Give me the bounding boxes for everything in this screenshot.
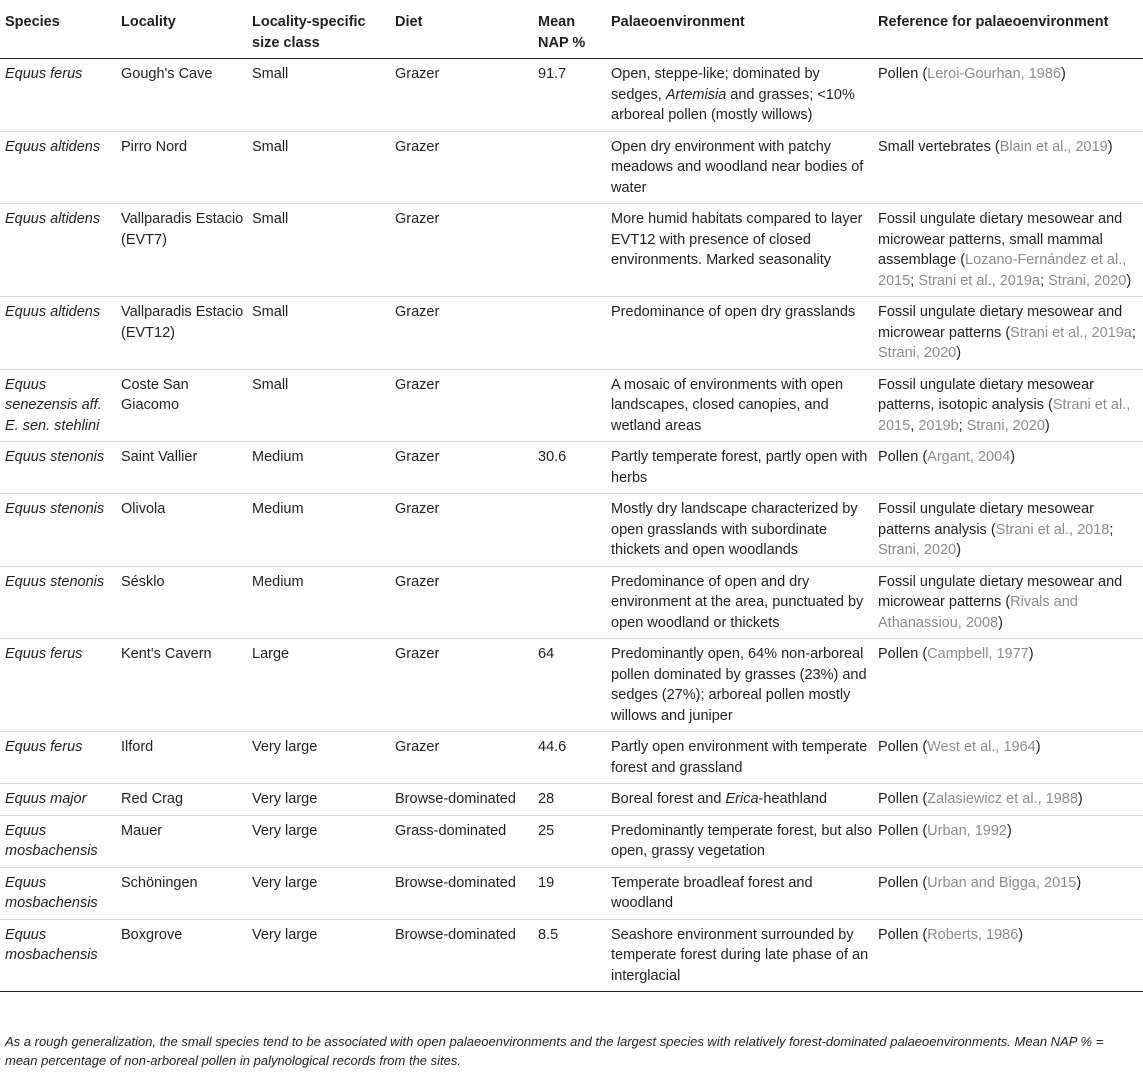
cell-locality: Olivola: [121, 501, 166, 517]
text-segment: Fossil ungulate dietary mesowear patterns analysis (: [878, 501, 1094, 538]
cell-palaeoenvironment: [606, 369, 873, 442]
text-segment: ): [1061, 66, 1066, 82]
text-segment: ): [1107, 138, 1113, 155]
cell-species: Equus ferus: [5, 66, 83, 82]
citation-link[interactable]: Roberts, 1986: [927, 926, 1019, 943]
text-segment: ): [1077, 791, 1083, 807]
text-segment: ;: [910, 272, 919, 289]
cell-mean-nap: [533, 494, 606, 567]
cell-size-class: Small: [252, 304, 289, 320]
cell-reference: [873, 919, 1143, 992]
header-diet: Diet: [395, 14, 423, 30]
cell-diet: Grazer: [395, 376, 440, 393]
citation-link[interactable]: Blain et al., 2019: [999, 138, 1108, 155]
text-segment: Predominantly temperate forest, but also open, grassy vegetation: [611, 822, 873, 859]
cell-reference: [873, 369, 1143, 442]
text-segment: ;: [1131, 324, 1136, 341]
cell-mean-nap: [533, 369, 606, 442]
cell-size-class: Very large: [252, 926, 318, 943]
cell-reference: [873, 131, 1143, 204]
table-row: [0, 59, 1143, 132]
cell-palaeoenvironment: [606, 204, 873, 297]
citation-link[interactable]: Strani et al., 2019a: [1010, 324, 1132, 341]
citation-link[interactable]: West et al., 1964: [927, 739, 1036, 755]
text-segment: ): [956, 542, 962, 558]
text-segment: Small vertebrates (: [878, 138, 1000, 155]
cell-mean-nap: 44.6: [538, 739, 567, 755]
italic-term: Artemisia: [665, 86, 727, 103]
header-palaeoenvironment: Palaeoenvironment: [611, 14, 745, 30]
text-segment: Fossil ungulate dietary mesowear and microwear patterns, small mammal assemblage (: [878, 211, 1123, 268]
cell-reference: [873, 732, 1143, 784]
cell-mean-nap: 25: [538, 822, 555, 839]
text-segment: Mostly dry landscape characterized by open grasslands with subordinate thickets and open woodlands: [611, 501, 858, 558]
text-segment: Predominance of open and dry environment at the area, punctuated by open woodland or thickets: [611, 573, 864, 631]
citation-link[interactable]: Strani, 2020: [878, 542, 957, 558]
cell-locality: Vallparadis Estacio (EVT7): [121, 211, 244, 248]
cell-reference: [873, 494, 1143, 567]
cell-size-class: Very large: [252, 822, 318, 839]
text-segment: ): [1126, 272, 1132, 289]
text-segment: Predominance of open dry grasslands: [611, 304, 856, 320]
table-row: [0, 732, 1143, 784]
text-segment: ): [1076, 874, 1082, 891]
cell-size-class: Small: [252, 138, 289, 155]
cell-size-class: Small: [252, 376, 289, 393]
text-segment: Open dry environment with patchy meadows and woodland near bodies of water: [611, 138, 864, 196]
cell-locality: Schöningen: [121, 874, 198, 891]
cell-mean-nap: [533, 297, 606, 370]
text-segment: ;: [1040, 272, 1049, 289]
text-segment: Fossil ungulate dietary mesowear and microwear patterns (: [878, 573, 1123, 610]
cell-species: Equus ferus: [5, 739, 83, 755]
citation-link[interactable]: Urban and Bigga, 2015: [927, 874, 1077, 891]
cell-palaeoenvironment: [606, 815, 873, 867]
citation-link[interactable]: Strani et al., 2015: [878, 397, 1131, 434]
cell-locality: Pirro Nord: [121, 138, 188, 155]
cell-mean-nap: [533, 204, 606, 297]
text-segment: and grasses; <10% arboreal pollen (mostly willows): [611, 86, 855, 123]
cell-species: Equus altidens: [5, 138, 101, 155]
cell-species: Equus stenonis: [5, 449, 105, 465]
italic-term: Erica: [725, 791, 759, 807]
cell-species: Equus mosbachensis: [5, 926, 98, 963]
text-segment: ): [998, 614, 1003, 631]
citation-link[interactable]: Rivals and Athanassiou, 2008: [878, 594, 1078, 631]
cell-reference: [873, 297, 1143, 370]
cell-mean-nap: 19: [538, 874, 555, 891]
text-segment: ): [1018, 926, 1024, 943]
cell-locality: Vallparadis Estacio (EVT12): [121, 304, 244, 341]
cell-size-class: Medium: [252, 449, 304, 465]
text-segment: ): [1006, 822, 1012, 839]
cell-size-class: Very large: [252, 874, 318, 891]
table-header: [0, 8, 1143, 59]
text-segment: ): [1035, 739, 1041, 755]
cell-diet: Browse-dominated: [395, 874, 516, 891]
cell-reference: [873, 204, 1143, 297]
text-segment: -heathland: [758, 791, 828, 807]
cell-reference: [873, 815, 1143, 867]
cell-diet: Browse-dominated: [395, 926, 516, 943]
citation-link[interactable]: Campbell, 1977: [927, 646, 1029, 662]
header-mean-nap: Mean NAP %: [538, 14, 586, 51]
cell-species: Equus altidens: [5, 304, 101, 320]
table-row: [0, 131, 1143, 204]
table-row: [0, 919, 1143, 992]
cell-diet: Grazer: [395, 739, 440, 755]
cell-palaeoenvironment: [606, 494, 873, 567]
cell-mean-nap: 64: [538, 646, 555, 662]
cell-mean-nap: 28: [538, 791, 555, 807]
header-size-class: Locality-specific size class: [252, 14, 366, 51]
cell-reference: [873, 442, 1143, 494]
table-row: [0, 784, 1143, 816]
text-segment: Temperate broadleaf forest and woodland: [611, 874, 813, 911]
text-segment: Pollen (: [878, 926, 928, 943]
citation-link[interactable]: Lozano-Fernández et al., 2015: [878, 252, 1127, 289]
text-segment: ): [1010, 449, 1016, 465]
text-segment: More humid habitats compared to layer EVT12 with presence of closed environments. Marked seasonality: [611, 211, 863, 268]
cell-palaeoenvironment: [606, 131, 873, 204]
text-segment: Pollen (: [878, 449, 928, 465]
cell-mean-nap: [533, 131, 606, 204]
citation-link[interactable]: Leroi-Gourhan, 1986: [927, 66, 1061, 82]
table-row: [0, 297, 1143, 370]
citation-link[interactable]: Strani, 2020: [1048, 272, 1127, 289]
cell-locality: Ilford: [121, 739, 154, 755]
cell-palaeoenvironment: [606, 784, 873, 816]
cell-diet: Grazer: [395, 573, 440, 590]
cell-palaeoenvironment: [606, 732, 873, 784]
cell-palaeoenvironment: [606, 867, 873, 919]
palaeoenvironment-table: [0, 8, 1143, 992]
citation-link[interactable]: Strani, 2020: [966, 417, 1045, 434]
cell-palaeoenvironment: [606, 442, 873, 494]
table-row: [0, 867, 1143, 919]
cell-species: Equus mosbachensis: [5, 874, 98, 911]
citation-link[interactable]: Strani et al., 2019a: [918, 272, 1041, 289]
cell-diet: Grazer: [395, 449, 440, 465]
citation-link[interactable]: 2019b: [918, 417, 959, 434]
cell-reference: [873, 867, 1143, 919]
cell-palaeoenvironment: [606, 639, 873, 732]
text-segment: Pollen (: [878, 646, 928, 662]
cell-size-class: Very large: [252, 791, 318, 807]
text-segment: ): [1028, 646, 1034, 662]
cell-reference: [873, 784, 1143, 816]
text-segment: ,: [910, 417, 919, 434]
cell-reference: [873, 639, 1143, 732]
text-segment: ): [956, 345, 962, 361]
cell-species: Equus altidens: [5, 211, 101, 227]
cell-size-class: Medium: [252, 573, 304, 590]
cell-locality: Boxgrove: [121, 926, 183, 943]
header-locality: Locality: [121, 14, 176, 30]
cell-species: Equus senezensis aff. E. sen. stehlini: [5, 376, 102, 434]
table-caption: As a rough generalization, the small species tend to be associated with open palaeoenvironments and the largest species with relatively forest-dominated palaeoenvironments. Mean NAP % = mean percentage of non-arboreal pollen in palynological records from the sites.: [5, 1034, 1104, 1068]
cell-size-class: Small: [252, 66, 289, 82]
text-segment: ;: [1109, 521, 1114, 538]
text-segment: Open, steppe-like; dominated by sedges,: [611, 66, 820, 103]
text-segment: A mosaic of environments with open landscapes, closed canopies, and wetland areas: [611, 376, 844, 434]
citation-link[interactable]: Urban, 1992: [927, 822, 1007, 839]
table-row: [0, 204, 1143, 297]
cell-locality: Saint Vallier: [121, 449, 198, 465]
text-segment: Pollen (: [878, 739, 928, 755]
cell-locality: Red Crag: [121, 791, 184, 807]
cell-locality: Gough's Cave: [121, 66, 213, 82]
citation-link[interactable]: Strani, 2020: [878, 345, 957, 361]
cell-species: Equus stenonis: [5, 501, 105, 517]
table-row: [0, 494, 1143, 567]
cell-palaeoenvironment: [606, 297, 873, 370]
cell-mean-nap: [533, 566, 606, 639]
cell-mean-nap: 30.6: [538, 449, 567, 465]
table-row: [0, 442, 1143, 494]
text-segment: Pollen (: [878, 791, 928, 807]
cell-species: Equus major: [5, 791, 87, 807]
table-row: [0, 815, 1143, 867]
text-segment: Predominantly open, 64% non-arboreal pollen dominated by grasses (23%) and sedges (27%); arboreal pollen mostly willows and juniper: [611, 646, 867, 724]
cell-size-class: Very large: [252, 739, 318, 755]
cell-mean-nap: 91.7: [538, 66, 567, 82]
cell-palaeoenvironment: [606, 59, 873, 132]
cell-size-class: Large: [252, 646, 290, 662]
cell-diet: Grazer: [395, 501, 440, 517]
citation-link[interactable]: Zalasiewicz et al., 1988: [927, 791, 1078, 807]
cell-reference: [873, 566, 1143, 639]
cell-diet: Grazer: [395, 66, 440, 82]
text-segment: ;: [958, 417, 967, 434]
cell-species: Equus stenonis: [5, 573, 105, 590]
cell-locality: Coste San Giacomo: [121, 376, 189, 413]
table-row: [0, 639, 1143, 732]
cell-size-class: Small: [252, 211, 289, 227]
text-segment: Boreal forest and: [611, 791, 726, 807]
cell-diet: Grazer: [395, 138, 440, 155]
text-segment: Partly temperate forest, partly open with herbs: [611, 449, 868, 486]
header-reference: Reference for palaeoenvironment: [878, 14, 1109, 30]
cell-diet: Grass-dominated: [395, 822, 507, 839]
cell-size-class: Medium: [252, 501, 304, 517]
text-segment: Pollen (: [878, 822, 928, 839]
text-segment: ): [1044, 417, 1050, 434]
cell-diet: Grazer: [395, 304, 440, 320]
cell-diet: Grazer: [395, 646, 440, 662]
header-species: Species: [5, 14, 60, 30]
cell-palaeoenvironment: [606, 566, 873, 639]
cell-mean-nap: 8.5: [538, 926, 559, 943]
text-segment: Seashore environment surrounded by temperate forest during late phase of an interglacial: [611, 926, 869, 984]
cell-locality: Kent's Cavern: [121, 646, 212, 662]
header-row: [0, 8, 1143, 59]
text-segment: Fossil ungulate dietary mesowear and microwear patterns (: [878, 304, 1123, 341]
cell-locality: Sésklo: [121, 573, 165, 590]
text-segment: Pollen (: [878, 874, 928, 891]
table-row: [0, 566, 1143, 639]
cell-diet: Grazer: [395, 211, 440, 227]
cell-species: Equus ferus: [5, 646, 83, 662]
text-segment: Pollen (: [878, 66, 928, 82]
cell-locality: Mauer: [121, 822, 163, 839]
cell-diet: Browse-dominated: [395, 791, 516, 807]
cell-palaeoenvironment: [606, 919, 873, 992]
text-segment: Fossil ungulate dietary mesowear patterns, isotopic analysis (: [878, 376, 1094, 413]
text-segment: Partly open environment with temperate forest and grassland: [611, 739, 868, 776]
citation-link[interactable]: Argant, 2004: [927, 449, 1011, 465]
table-body: [0, 59, 1143, 992]
citation-link[interactable]: Strani et al., 2018: [995, 521, 1110, 538]
cell-reference: [873, 59, 1143, 132]
table-row: [0, 369, 1143, 442]
cell-species: Equus mosbachensis: [5, 822, 98, 859]
